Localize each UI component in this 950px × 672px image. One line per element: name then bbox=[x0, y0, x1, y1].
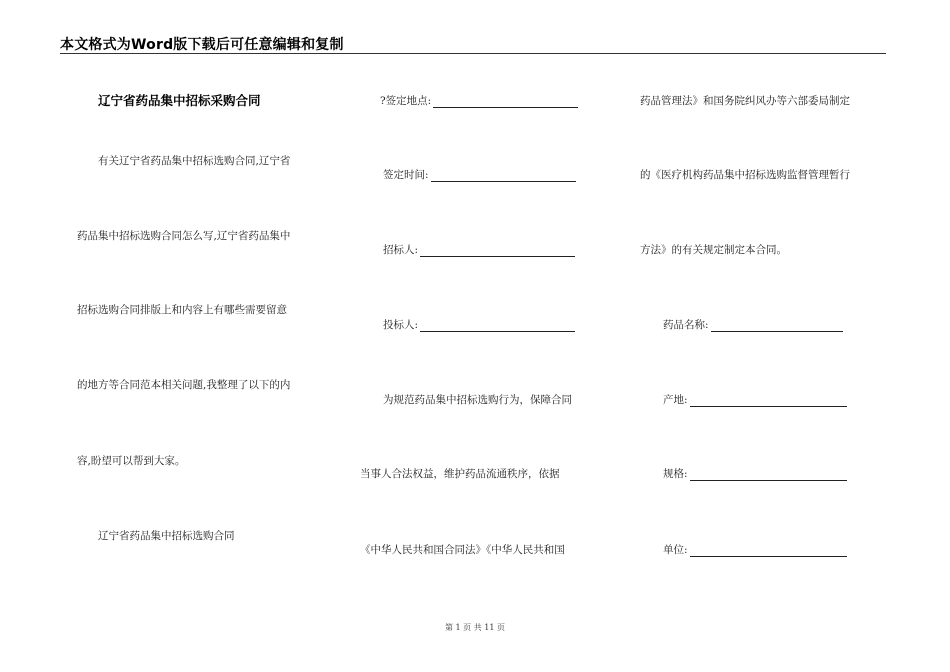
unit-label: 单位: bbox=[663, 544, 688, 556]
purpose-line-1: 为规范药品集中招标选购行为，保障合同 bbox=[383, 394, 572, 406]
drug-name-field bbox=[663, 318, 843, 332]
tenderer-field bbox=[383, 243, 575, 257]
basis-line-3: 方法》的有关规定制定本合同。 bbox=[640, 244, 787, 256]
bidder-blank bbox=[420, 320, 575, 332]
intro-line-5: 容,盼望可以帮到大家。 bbox=[77, 455, 186, 467]
bidder-field bbox=[383, 318, 575, 332]
unit-field bbox=[663, 543, 847, 557]
signing-time-label: 签定时间: bbox=[383, 169, 429, 181]
signing-time-blank bbox=[431, 170, 576, 182]
specification-field bbox=[663, 467, 847, 481]
page-number: 第 1 页 共 11 页 bbox=[445, 623, 505, 632]
intro-line-1: 有关辽宁省药品集中招标选购合同,辽宁省 bbox=[98, 155, 291, 167]
intro-line-4: 的地方等合同范本相关问题,我整理了以下的内 bbox=[77, 379, 291, 391]
unit-blank bbox=[690, 545, 847, 557]
intro-line-3: 招标选购合同排版上和内容上有哪些需要留意 bbox=[77, 304, 287, 316]
basis-line-2: 的《医疗机构药品集中招标选购监督管理暂行 bbox=[640, 169, 850, 181]
contract-subtitle: 辽宁省药品集中招标选购合同 bbox=[98, 530, 235, 542]
drug-name-blank bbox=[711, 320, 843, 332]
origin-label: 产地: bbox=[663, 394, 688, 406]
header-title: 本文格式为Word版下载后可任意编辑和复制 bbox=[60, 37, 344, 53]
purpose-line-2: 当事人合法权益，维护药品流通秩序，依据 bbox=[360, 468, 560, 480]
contract-title: 辽宁省药品集中招标采购合同 bbox=[98, 93, 261, 108]
specification-blank bbox=[690, 469, 847, 481]
origin-field bbox=[663, 393, 847, 407]
signing-place-blank bbox=[433, 96, 578, 108]
specification-label: 规格: bbox=[663, 468, 688, 480]
basis-line-1: 药品管理法》和国务院纠风办等六部委局制定 bbox=[640, 95, 850, 107]
tenderer-blank bbox=[420, 245, 575, 257]
bidder-label: 投标人: bbox=[383, 319, 419, 331]
header-divider bbox=[60, 53, 886, 54]
purpose-line-3: 《中华人民共和国合同法》《中华人民共和国 bbox=[360, 544, 565, 556]
signing-time-field bbox=[383, 168, 576, 182]
origin-blank bbox=[690, 395, 847, 407]
tenderer-label: 招标人: bbox=[383, 244, 419, 256]
intro-line-2: 药品集中招标选购合同怎么写,辽宁省药品集中 bbox=[77, 230, 291, 242]
signing-place-label: ?签定地点: bbox=[380, 95, 432, 107]
signing-place-field bbox=[380, 94, 578, 108]
drug-name-label: 药品名称: bbox=[663, 319, 709, 331]
